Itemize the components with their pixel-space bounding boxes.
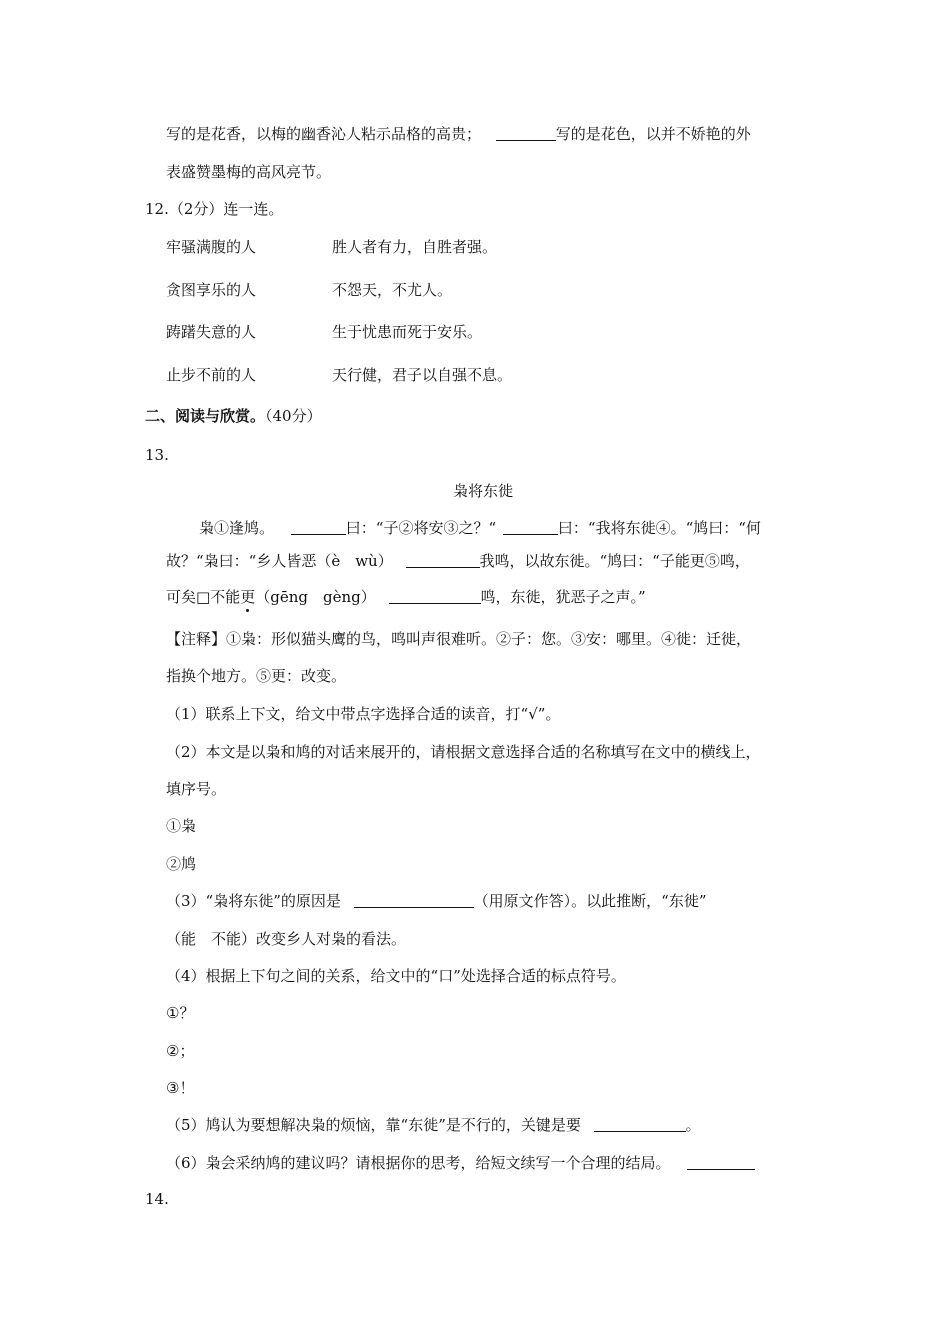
note-line-1: 【注释】①枭：形似猫头鹰的鸟，鸣叫声很难听。②子：您。③安：哪里。④徙：迁徙， [166,630,752,648]
option-item[interactable]: ③！ [166,1079,195,1097]
match-left-item[interactable]: 贪图享乐的人 [166,281,257,299]
sub-question-6: （6）枭会采纳鸠的建议吗？请根据你的思考，给短文续写一个合理的结局。 [166,1153,755,1173]
sub-question-3-cont: （能 不能）改变乡人对枭的看法。 [166,930,407,948]
match-left-item[interactable]: 牢骚满腹的人 [166,238,257,256]
answer-blank[interactable] [389,588,481,604]
answer-blank[interactable] [406,552,480,568]
match-right-item[interactable]: 不怨天，不尤人。 [332,281,453,299]
q11-line-2: 表盛赞墨梅的高风亮节。 [166,163,332,181]
note-line-2: 指换个地方。⑤更：改变。 [166,667,347,685]
match-left-item[interactable]: 止步不前的人 [166,366,257,384]
q12-title: 12.（2分）连一连。 [145,200,284,218]
option-item[interactable]: ①枭 [166,817,197,835]
q14-number: 14. [145,1190,169,1208]
answer-blank[interactable] [503,519,558,535]
sub-question-4: （4）根据上下句之间的关系，给文中的“口”处选择合适的标点符号。 [166,967,626,985]
answer-blank[interactable] [496,125,556,141]
passage-title: 枭将东徙 [453,482,514,500]
option-item[interactable]: ①？ [166,1004,195,1022]
q13-number: 13. [145,446,169,464]
match-right-item[interactable]: 天行健，君子以自强不息。 [332,366,513,384]
match-right-item[interactable]: 胜人者有力，自胜者强。 [332,238,498,256]
sub-question-2: （2）本文是以枭和鸠的对话来展开的，请根据文意选择合适的名称填写在文中的横线上， [166,743,761,761]
sub-question-1: （1）联系上下文，给文中带点字选择合适的读音，打“√”。 [166,705,561,723]
answer-blank[interactable] [594,1116,686,1132]
punctuation-box[interactable]: □ [196,588,211,606]
section-heading: 二、阅读与欣赏。（40分） [145,407,322,425]
passage-line-1: 枭①逢鸠。 曰：“子②将安③之？“ 曰：“我将东徙④。“鸠曰：“何 [199,519,761,537]
match-right-item[interactable]: 生于忧患而死于安乐。 [332,323,483,341]
match-left-item[interactable]: 踌躇失意的人 [166,323,257,341]
answer-blank[interactable] [354,892,474,908]
sub-question-2-cont: 填序号。 [166,780,227,798]
passage-line-2: 故？“枭曰：“乡人皆恶（è wù） 我鸣，以故东徙。“鸠曰：“子能更⑤鸣， [166,552,750,570]
option-item[interactable]: ②； [166,1042,195,1060]
passage-line-3: 可矣□不能更（gēng gèng） 鸣，东徙，犹恶子之声。” [166,588,646,606]
sub-question-5: （5）鸠认为要想解决枭的烦恼，靠“东徙”是不行的，关键是要 。 [166,1116,701,1134]
answer-blank[interactable] [687,1154,755,1170]
option-item[interactable]: ②鸠 [166,855,197,873]
sub-question-3: （3）“枭将东徙”的原因是 （用原文作答）。以此推断，“东徙” [166,892,707,910]
dotted-char: 更 [240,588,256,606]
answer-blank[interactable] [291,519,346,535]
q11-line-1: 写的是花香，以梅的幽香沁人粘示品格的高贵； 写的是花色，以并不娇艳的外 [166,125,751,143]
